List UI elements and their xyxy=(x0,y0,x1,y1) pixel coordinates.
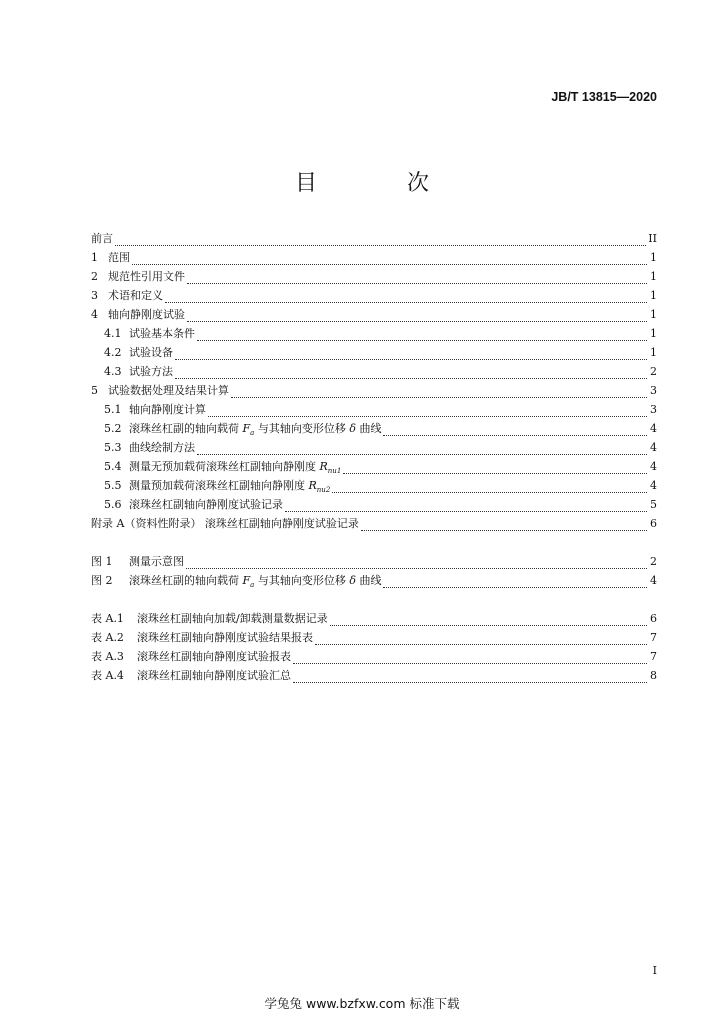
table-number: 表 A.1 xyxy=(91,612,124,625)
toc-label: 前言 xyxy=(91,232,113,245)
table-number: 表 A.3 xyxy=(91,650,124,663)
toc-page: 4 xyxy=(650,422,657,435)
toc-label: 试验设备 xyxy=(129,346,173,359)
toc-entry[interactable] xyxy=(91,401,657,420)
figure-page: 4 xyxy=(650,574,657,587)
toc-page: 3 xyxy=(650,403,657,416)
toc-entry[interactable] xyxy=(91,458,657,477)
figure-label: 测量示意图 xyxy=(129,555,184,568)
figure-entry[interactable] xyxy=(91,572,657,591)
toc-label: 滚珠丝杠副轴向静刚度试验记录 xyxy=(129,498,283,511)
table-page: 8 xyxy=(650,669,657,682)
toc-title: 目 次 xyxy=(294,171,463,196)
table-page: 6 xyxy=(650,612,657,625)
toc-number: 3 xyxy=(91,289,98,302)
toc-entry[interactable] xyxy=(91,249,657,268)
toc-number: 5.4 xyxy=(104,460,122,473)
toc-entry[interactable] xyxy=(91,230,657,249)
toc-number: 5.1 xyxy=(104,403,122,416)
watermark-text: 学兔兔 www.bzfxw.com 标准下载 xyxy=(264,996,460,1011)
figure-label: 滚珠丝杠副的轴向载荷 $F_a$ 与其轴向变形位移 δ 曲线 xyxy=(129,574,382,590)
dot-leader xyxy=(330,617,647,626)
toc-entry[interactable] xyxy=(91,382,657,401)
toc-label: 测量预加载荷滚珠丝杠副轴向静刚度 $R_{nu2}$ xyxy=(129,479,331,495)
table-number: 表 A.4 xyxy=(91,669,124,682)
toc-entry[interactable] xyxy=(91,363,657,382)
toc-entry[interactable] xyxy=(91,306,657,325)
table-label: 滚珠丝杠副轴向静刚度试验汇总 xyxy=(137,669,291,682)
dot-leader xyxy=(165,294,647,303)
toc-page: 1 xyxy=(650,289,657,302)
table-page: 7 xyxy=(650,631,657,644)
toc-page: 6 xyxy=(650,517,657,530)
dot-leader xyxy=(285,503,647,512)
toc-label: 测量无预加载荷滚珠丝杠副轴向静刚度 $R_{nu1}$ xyxy=(129,460,342,476)
dot-leader xyxy=(293,655,647,664)
toc-entry[interactable] xyxy=(91,496,657,515)
dot-leader xyxy=(383,579,647,588)
table-label: 滚珠丝杠副轴向静刚度试验结果报表 xyxy=(137,631,313,644)
table-of-contents xyxy=(91,230,657,686)
dot-leader xyxy=(187,313,647,322)
toc-number: 5.6 xyxy=(104,498,122,511)
spacer xyxy=(91,534,657,553)
toc-label: 曲线绘制方法 xyxy=(129,441,195,454)
toc-label: 范围 xyxy=(108,251,130,264)
toc-entry[interactable] xyxy=(91,439,657,458)
toc-label: 规范性引用文件 xyxy=(108,270,185,283)
toc-number: 2 xyxy=(91,270,98,283)
toc-label: 试验数据处理及结果计算 xyxy=(108,384,229,397)
table-number: 表 A.2 xyxy=(91,631,124,644)
toc-page: 1 xyxy=(650,270,657,283)
toc-page: 2 xyxy=(650,365,657,378)
toc-number: 4.3 xyxy=(104,365,122,378)
table-entry[interactable] xyxy=(91,610,657,629)
toc-label: 术语和定义 xyxy=(108,289,163,302)
toc-number: 4 xyxy=(91,308,98,321)
toc-entry[interactable] xyxy=(91,344,657,363)
dot-leader xyxy=(208,408,647,417)
toc-label: 滚珠丝杠副的轴向载荷 $F_a$ 与其轴向变形位移 δ 曲线 xyxy=(129,422,382,438)
toc-label: 轴向静刚度试验 xyxy=(108,308,185,321)
dot-leader xyxy=(132,256,647,265)
table-label: 滚珠丝杠副轴向静刚度试验报表 xyxy=(137,650,291,663)
toc-number: 5.5 xyxy=(104,479,122,492)
table-page: 7 xyxy=(650,650,657,663)
toc-label: 附录 A（资料性附录） 滚珠丝杠副轴向静刚度试验记录 xyxy=(91,517,359,530)
figure-number: 图 2 xyxy=(91,574,113,587)
toc-label: 试验基本条件 xyxy=(129,327,195,340)
spacer xyxy=(91,591,657,610)
toc-page: 5 xyxy=(650,498,657,511)
toc-page: 4 xyxy=(650,460,657,473)
dot-leader xyxy=(175,370,647,379)
toc-entry[interactable] xyxy=(91,420,657,439)
dot-leader xyxy=(175,351,647,360)
dot-leader xyxy=(186,560,647,569)
toc-number: 5.3 xyxy=(104,441,122,454)
standard-code: JB/T 13815—2020 xyxy=(551,90,657,104)
toc-page: 1 xyxy=(650,327,657,340)
table-label: 滚珠丝杠副轴向加载/卸载测量数据记录 xyxy=(137,612,328,625)
page-number: I xyxy=(652,964,657,977)
toc-number: 5 xyxy=(91,384,98,397)
dot-leader xyxy=(197,332,647,341)
toc-page: 3 xyxy=(650,384,657,397)
toc-page: 4 xyxy=(650,479,657,492)
toc-number: 1 xyxy=(91,251,98,264)
toc-entry[interactable] xyxy=(91,515,657,534)
dot-leader xyxy=(293,674,647,683)
table-entry[interactable] xyxy=(91,667,657,686)
dot-leader xyxy=(332,484,647,493)
dot-leader xyxy=(383,427,647,436)
toc-page: 1 xyxy=(650,346,657,359)
toc-entry[interactable] xyxy=(91,268,657,287)
toc-entry[interactable] xyxy=(91,325,657,344)
toc-number: 4.1 xyxy=(104,327,122,340)
dot-leader xyxy=(343,465,647,474)
toc-page: 1 xyxy=(650,251,657,264)
toc-entry[interactable] xyxy=(91,477,657,496)
toc-number: 4.2 xyxy=(104,346,122,359)
table-entry[interactable] xyxy=(91,648,657,667)
toc-entry[interactable] xyxy=(91,287,657,306)
toc-number: 5.2 xyxy=(104,422,122,435)
table-entry[interactable] xyxy=(91,629,657,648)
toc-label: 试验方法 xyxy=(129,365,173,378)
toc-page: 4 xyxy=(650,441,657,454)
toc-page: II xyxy=(648,232,657,245)
toc-page: 1 xyxy=(650,308,657,321)
toc-label: 轴向静刚度计算 xyxy=(129,403,206,416)
figure-number: 图 1 xyxy=(91,555,113,568)
figure-page: 2 xyxy=(650,555,657,568)
dot-leader xyxy=(361,522,647,531)
dot-leader xyxy=(231,389,647,398)
dot-leader xyxy=(315,636,647,645)
dot-leader xyxy=(187,275,647,284)
figure-entry[interactable] xyxy=(91,553,657,572)
dot-leader xyxy=(115,237,646,246)
dot-leader xyxy=(197,446,647,455)
